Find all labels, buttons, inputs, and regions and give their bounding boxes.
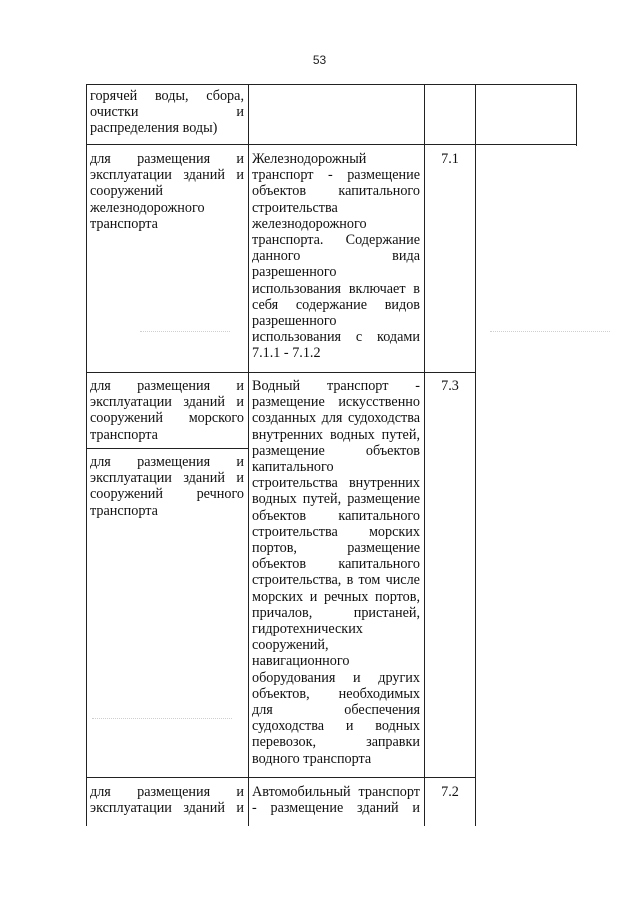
text-line: созданных для судоходства [252, 410, 420, 427]
code-cell: 7.2 [441, 784, 459, 800]
purpose-cell [90, 88, 244, 137]
text-line: внутренних водных путей, [252, 426, 420, 443]
table-line [86, 84, 87, 826]
text-line: навигационного [252, 653, 350, 670]
text-line: сооружений морского [90, 410, 244, 427]
text-line: объектов капитального [252, 556, 420, 573]
table-line [86, 372, 476, 373]
text-line: распределения воды) [90, 120, 218, 137]
text-line: транспорта. Содержание [252, 232, 420, 249]
description-cell [252, 784, 420, 816]
text-line: размещение искусственно [252, 394, 420, 411]
text-line: использования включает в [252, 280, 420, 297]
text-line: объектов капитального [252, 507, 420, 524]
text-line: оборудования и других [252, 669, 420, 686]
table-line [424, 84, 425, 826]
text-line: транспорта [90, 215, 158, 232]
text-line: портов, размещение [252, 540, 420, 557]
text-line: капитального [252, 459, 334, 476]
table-line [475, 84, 476, 826]
code-cell: 7.1 [441, 151, 459, 167]
text-line: горячей воды, сбора, [90, 88, 244, 104]
text-line: морских и речных портов, [252, 588, 420, 605]
scan-artifact-line [490, 331, 610, 332]
purpose-cell-sea [90, 378, 244, 443]
text-line: перевозок, заправки [252, 734, 420, 751]
table-line [86, 448, 249, 449]
text-line: разрешенного [252, 313, 337, 330]
text-line: разрешенного [252, 264, 337, 281]
text-line: данного вида [252, 248, 420, 265]
table-line [248, 84, 249, 826]
text-line: строительства внутренних [252, 475, 420, 492]
table-line [576, 84, 577, 146]
table-line [86, 144, 576, 145]
text-line: для размещения и [90, 454, 244, 470]
purpose-cell [90, 151, 244, 232]
text-line: строительства [252, 199, 338, 216]
scan-artifact-line [92, 718, 232, 719]
text-line: сооружений [90, 183, 163, 200]
code-cell: 7.3 [441, 378, 459, 394]
text-line: эксплуатации зданий и [90, 167, 244, 184]
text-line: размещение объектов [252, 442, 420, 459]
text-line: объектов, необходимых [252, 685, 420, 702]
scan-artifact-line [140, 331, 230, 332]
text-line: транспорт - размещение [252, 167, 420, 184]
text-line: эксплуатации зданий и [90, 394, 244, 411]
text-line: для размещения и [90, 378, 244, 394]
text-line: водных путей, размещение [252, 491, 420, 508]
text-line: железнодорожного [252, 215, 367, 232]
page-number: 53 [312, 53, 327, 67]
purpose-cell-river [90, 454, 244, 519]
text-line: транспорта [90, 502, 158, 519]
text-line: очистки и [90, 104, 244, 121]
text-line: транспорта [90, 426, 158, 443]
text-line: - размещение зданий и [252, 800, 420, 817]
text-line: Водный транспорт - [252, 378, 420, 394]
text-line: сооружений, [252, 637, 329, 654]
text-line: объектов капитального [252, 183, 420, 200]
table-line [86, 84, 576, 85]
text-line: использования с кодами [252, 329, 420, 346]
description-cell [252, 151, 420, 362]
text-line: для обеспечения [252, 702, 420, 719]
text-line: для размещения и [90, 151, 244, 167]
text-line: сооружений речного [90, 486, 244, 503]
purpose-cell [90, 784, 244, 816]
text-line: эксплуатации зданий и [90, 800, 244, 817]
text-line: Автомобильный транспорт [252, 784, 420, 800]
text-line: для размещения и [90, 784, 244, 800]
text-line: судоходства и водных [252, 718, 420, 735]
text-line: эксплуатации зданий и [90, 470, 244, 487]
text-line: железнодорожного [90, 199, 205, 216]
text-line: себя содержание видов [252, 296, 420, 313]
text-line: гидротехнических [252, 621, 363, 638]
text-line: Железнодорожный [252, 151, 367, 167]
text-line: причалов, пристаней, [252, 604, 420, 621]
text-line: строительства, в том числе [252, 572, 420, 589]
text-line: строительства морских [252, 523, 420, 540]
table-line [86, 777, 476, 778]
description-cell [252, 378, 420, 767]
text-line: 7.1.1 - 7.1.2 [252, 345, 321, 362]
text-line: водного транспорта [252, 750, 372, 767]
